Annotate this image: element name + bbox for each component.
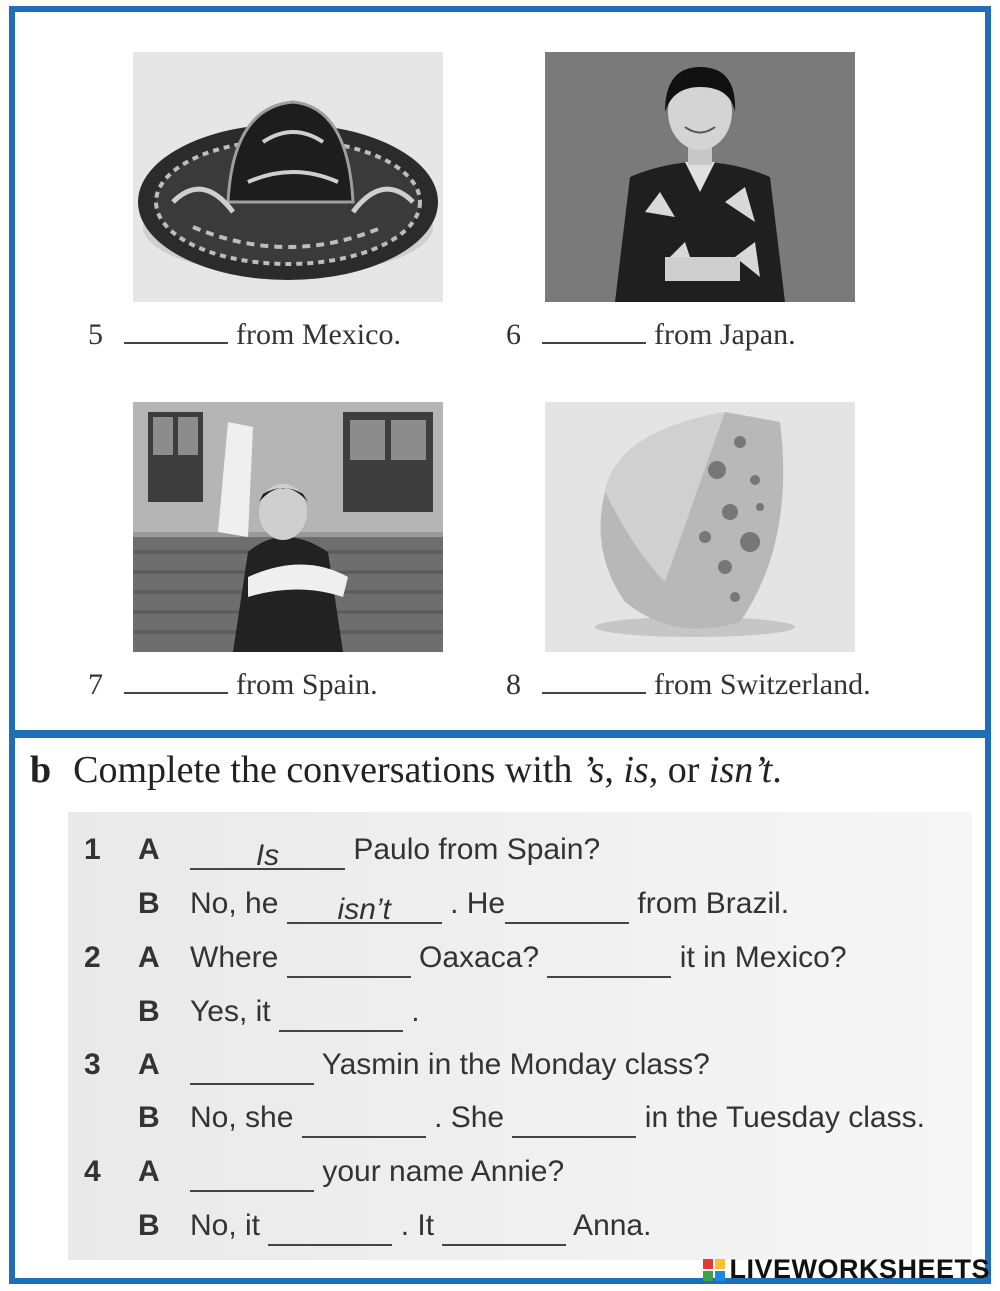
- exercise-letter: b: [30, 749, 52, 791]
- answer-blank-7[interactable]: [124, 666, 228, 694]
- line-text: . She: [425, 1101, 513, 1134]
- line-text: Anna.: [566, 1209, 652, 1242]
- question-number: 2: [84, 941, 101, 974]
- line-text: Yes, it: [190, 995, 279, 1028]
- answer-gap[interactable]: [268, 1212, 392, 1246]
- option-isnt: isn’t: [708, 749, 773, 791]
- option-s: ’s: [581, 749, 605, 791]
- separator: ,: [604, 749, 624, 791]
- line-text: your name Annie?: [314, 1155, 565, 1188]
- swiss-cheese-photo: [545, 402, 855, 652]
- answer-blank-5[interactable]: [124, 316, 228, 344]
- caption-6: [506, 316, 796, 352]
- speaker-label: A: [138, 941, 160, 974]
- speaker-label: B: [138, 887, 160, 920]
- line-text: .: [402, 995, 420, 1028]
- sombrero-photo: [133, 52, 443, 302]
- question-number: 1: [84, 833, 101, 866]
- caption-5: [88, 316, 401, 352]
- line-text: No, it: [190, 1209, 269, 1242]
- item-number: 5: [88, 318, 103, 351]
- logo-mark-icon: [703, 1259, 725, 1281]
- speaker-label: B: [138, 1101, 160, 1134]
- line-text: No, she: [190, 1101, 302, 1134]
- option-is: is: [623, 749, 649, 791]
- separator: , or: [648, 749, 709, 791]
- logo-square: [703, 1271, 713, 1281]
- caption-text: from Japan.: [654, 318, 796, 351]
- line-text: it in Mexico?: [671, 941, 847, 974]
- logo-square: [715, 1271, 725, 1281]
- logo-square: [715, 1259, 725, 1269]
- speaker-label: A: [138, 1155, 160, 1188]
- caption-text: from Switzerland.: [654, 668, 871, 701]
- line-text: Where: [190, 941, 287, 974]
- kimono-woman-photo: [545, 52, 855, 302]
- speaker-label: A: [138, 833, 160, 866]
- answer-blank-6[interactable]: [542, 316, 646, 344]
- line-text: Paulo from Spain?: [345, 833, 601, 866]
- speaker-label: A: [138, 1048, 160, 1081]
- answer-gap[interactable]: [505, 890, 629, 924]
- answer-gap[interactable]: [547, 944, 671, 978]
- caption-text: from Mexico.: [236, 318, 401, 351]
- answer-blank-8[interactable]: [542, 666, 646, 694]
- item-number: 6: [506, 318, 521, 351]
- caption-7: [88, 666, 378, 702]
- answer-gap[interactable]: [279, 998, 403, 1032]
- speaker-label: B: [138, 1209, 160, 1242]
- line-text: Yasmin in the Monday class?: [314, 1048, 710, 1081]
- answer-gap[interactable]: Is: [190, 836, 345, 870]
- logo-square: [703, 1259, 713, 1269]
- period: .: [772, 749, 782, 791]
- answer-gap[interactable]: [442, 1212, 566, 1246]
- answer-gap[interactable]: [287, 944, 411, 978]
- instruction-text: Complete the conversations with: [73, 749, 582, 791]
- line-text: in the Tuesday class.: [636, 1101, 925, 1134]
- speaker-label: B: [138, 995, 160, 1028]
- exercise-instruction: [30, 748, 782, 792]
- liveworksheets-logo: [703, 1254, 990, 1285]
- answer-gap[interactable]: [190, 1051, 314, 1085]
- answer-gap[interactable]: [512, 1104, 636, 1138]
- caption-8: [506, 666, 871, 702]
- answer-gap[interactable]: [302, 1104, 426, 1138]
- question-number: 4: [84, 1155, 101, 1188]
- item-number: 7: [88, 668, 103, 701]
- logo-text: LIVEWORKSHEETS: [729, 1254, 990, 1284]
- item-number: 8: [506, 668, 521, 701]
- line-text: . He: [441, 887, 506, 920]
- question-number: 3: [84, 1048, 101, 1081]
- answer-gap[interactable]: isn’t: [287, 890, 442, 924]
- line-text: No, he: [190, 887, 287, 920]
- caption-text: from Spain.: [236, 668, 378, 701]
- conversation-box: [68, 812, 972, 1260]
- line-text: from Brazil.: [629, 887, 790, 920]
- line-text: . It: [392, 1209, 443, 1242]
- line-text: Oaxaca?: [410, 941, 548, 974]
- flamenco-dancer-photo: [133, 402, 443, 652]
- answer-gap[interactable]: [190, 1158, 314, 1192]
